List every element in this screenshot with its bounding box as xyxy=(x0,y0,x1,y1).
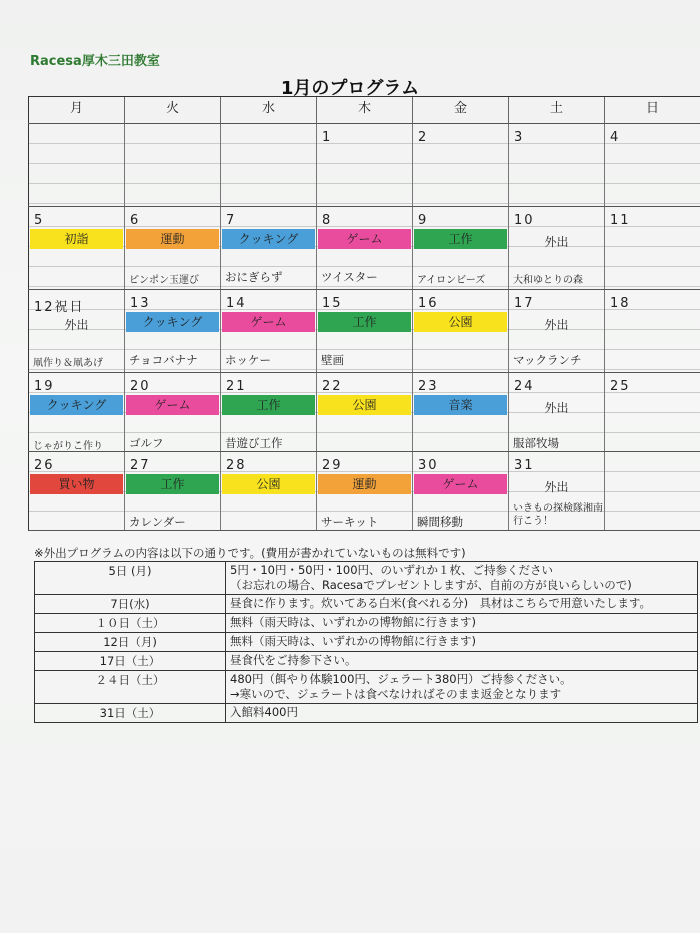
day-number: 28 xyxy=(226,458,247,473)
day-number: 21 xyxy=(226,379,247,394)
day-cell xyxy=(316,452,412,530)
day-number: 5 xyxy=(34,213,45,228)
outing-details xyxy=(226,595,698,614)
program-tag: ゲーム xyxy=(414,474,507,494)
program-tag: ゲーム xyxy=(222,312,315,332)
day-number: 25 xyxy=(610,379,631,394)
day-number: 13 xyxy=(130,296,151,311)
day-number: 7 xyxy=(226,213,237,228)
outing-details xyxy=(226,652,698,671)
outing-detail-line: →寒いので、ジェラートは食べなければそのまま返金となります xyxy=(230,687,562,701)
calendar-weeks xyxy=(28,124,700,531)
program-tag: 買い物 xyxy=(30,474,123,494)
calendar-week xyxy=(28,452,700,531)
day-cell xyxy=(508,124,604,206)
day-cell xyxy=(220,207,316,289)
activity-label: ツイスター xyxy=(321,270,378,284)
outing-details xyxy=(226,704,698,723)
day-cell xyxy=(124,207,220,289)
day-number: 31 xyxy=(514,458,535,473)
outing-note: ※外出プログラムの内容は以下の通りです。(費用が書かれていないものは無料です) xyxy=(34,546,466,560)
outing-label: 外出 xyxy=(544,480,569,494)
outing-row xyxy=(35,614,698,633)
program-tag: クッキング xyxy=(126,312,219,332)
outing-detail-line: 昼食代をご持参下さい。 xyxy=(230,653,357,667)
day-cell xyxy=(412,452,508,530)
outing-label: 外出 xyxy=(64,318,89,332)
day-cell xyxy=(28,290,124,372)
day-cell xyxy=(220,373,316,451)
activity-label: 昔遊び工作 xyxy=(225,436,283,450)
day-cell xyxy=(124,452,220,530)
activity-label: チョコバナナ xyxy=(129,353,198,367)
weekday-wed: 水 xyxy=(220,97,316,123)
outing-row xyxy=(35,595,698,614)
outing-detail-line: 無料（雨天時は、いずれかの博物館に行きます) xyxy=(230,615,476,629)
day-number: 1 xyxy=(322,130,333,145)
activity-label: ホッケー xyxy=(225,353,271,367)
activity-label: マックランチ xyxy=(513,353,582,367)
outing-date: 5日 (月) xyxy=(35,562,226,595)
day-cell xyxy=(412,373,508,451)
day-cell xyxy=(124,124,220,206)
activity-label: 凧作り＆凧あげ xyxy=(33,358,103,369)
day-cell xyxy=(508,207,604,289)
day-number: 15 xyxy=(322,296,343,311)
day-cell xyxy=(28,207,124,289)
day-number: 8 xyxy=(322,213,333,228)
day-number: 16 xyxy=(418,296,439,311)
day-cell xyxy=(316,207,412,289)
outing-table xyxy=(34,561,698,723)
program-tag: 運動 xyxy=(318,474,411,494)
program-tag: 公園 xyxy=(222,474,315,494)
day-number: 11 xyxy=(610,213,631,228)
outing-label: 外出 xyxy=(544,401,569,415)
day-number: 20 xyxy=(130,379,151,394)
day-number: 3 xyxy=(514,130,525,145)
activity-label: 大和ゆとりの森 xyxy=(513,275,583,286)
weekday-thu: 木 xyxy=(316,97,412,123)
outing-date: 17日（土） xyxy=(35,652,226,671)
outing-label: 外出 xyxy=(544,318,569,332)
school-name: Racesa厚木三田教室 xyxy=(30,54,160,69)
day-cell xyxy=(28,373,124,451)
program-tag: 工作 xyxy=(414,229,507,249)
outing-detail-line: 5円・10円・50円・100円、のいずれか１枚、ご持参ください xyxy=(230,563,554,577)
weekday-sat: 土 xyxy=(508,97,604,123)
program-tag: 工作 xyxy=(222,395,315,415)
activity-label: ピンポン玉運び xyxy=(129,275,199,286)
program-tag: クッキング xyxy=(222,229,315,249)
day-number: 17 xyxy=(514,296,535,311)
day-number: 22 xyxy=(322,379,343,394)
outing-detail-line: 480円（餌やり体験100円、ジェラート380円）ご持参ください。 xyxy=(230,672,572,686)
outing-detail-line: 入館料400円 xyxy=(230,705,298,719)
day-number: 24 xyxy=(514,379,535,394)
activity-label: いきもの探検隊湘南行こう！ xyxy=(513,503,603,527)
outing-row xyxy=(35,671,698,704)
activity-label: じゃがりこ作り xyxy=(33,441,103,452)
day-cell xyxy=(412,290,508,372)
day-cell xyxy=(412,207,508,289)
weekday-mon: 月 xyxy=(28,97,124,123)
day-cell xyxy=(220,124,316,206)
day-number: 2 xyxy=(418,130,429,145)
program-tag: 公園 xyxy=(318,395,411,415)
program-tag: 音楽 xyxy=(414,395,507,415)
day-cell xyxy=(316,373,412,451)
outing-details xyxy=(226,614,698,633)
weekday-tue: 火 xyxy=(124,97,220,123)
day-cell xyxy=(28,452,124,530)
outing-details xyxy=(226,633,698,652)
program-tag: ゲーム xyxy=(318,229,411,249)
program-tag: 初詣 xyxy=(30,229,123,249)
day-number: 26 xyxy=(34,458,55,473)
outing-date: ２４日（土） xyxy=(35,671,226,704)
day-number: 23 xyxy=(418,379,439,394)
activity-label: おにぎらず xyxy=(225,270,283,284)
outing-detail-line: 昼食に作ります。炊いてある白米(食べれる分) 具材はこちらで用意いたします。 xyxy=(230,596,652,610)
outing-row xyxy=(35,652,698,671)
outing-label: 外出 xyxy=(544,235,569,249)
outing-date: １０日（土） xyxy=(35,614,226,633)
day-number: 12祝日 xyxy=(34,300,85,315)
calendar-week xyxy=(28,124,700,207)
outing-details xyxy=(226,562,698,595)
activity-label: カレンダー xyxy=(129,515,186,529)
day-cell xyxy=(124,373,220,451)
weekday-header xyxy=(28,96,700,124)
activity-label: 瞬間移動 xyxy=(417,515,463,529)
outing-row xyxy=(35,562,698,595)
program-tag: クッキング xyxy=(30,395,123,415)
outing-detail-line: （お忘れの場合、Racesaでプレゼントしますが、自前の方が良いらしいので) xyxy=(230,578,632,592)
outing-date: 31日（土） xyxy=(35,704,226,723)
activity-label: 服部牧場 xyxy=(513,436,559,450)
day-cell xyxy=(316,124,412,206)
outing-date: 7日(水) xyxy=(35,595,226,614)
day-number: 29 xyxy=(322,458,343,473)
day-cell xyxy=(604,290,700,372)
day-cell xyxy=(28,124,124,206)
activity-label: ゴルフ xyxy=(129,436,164,450)
outing-date: 12日（月) xyxy=(35,633,226,652)
program-tag: 工作 xyxy=(126,474,219,494)
page-title: 1月のプログラム xyxy=(280,78,420,99)
day-number: 18 xyxy=(610,296,631,311)
day-cell xyxy=(604,207,700,289)
day-cell xyxy=(124,290,220,372)
program-tag: 運動 xyxy=(126,229,219,249)
calendar xyxy=(28,96,700,531)
calendar-week xyxy=(28,373,700,452)
day-cell xyxy=(316,290,412,372)
calendar-week xyxy=(28,290,700,373)
day-cell xyxy=(508,373,604,451)
day-cell xyxy=(508,452,604,530)
outing-row xyxy=(35,704,698,723)
activity-label: 壁画 xyxy=(321,353,344,367)
day-number: 6 xyxy=(130,213,141,228)
day-number: 19 xyxy=(34,379,55,394)
day-number: 9 xyxy=(418,213,429,228)
weekday-sun: 日 xyxy=(604,97,700,123)
day-cell xyxy=(220,452,316,530)
day-cell xyxy=(604,452,700,530)
day-cell xyxy=(220,290,316,372)
day-cell xyxy=(508,290,604,372)
day-number: 4 xyxy=(610,130,621,145)
weekday-fri: 金 xyxy=(412,97,508,123)
day-number: 30 xyxy=(418,458,439,473)
outing-detail-line: 無料（雨天時は、いずれかの博物館に行きます) xyxy=(230,634,476,648)
day-cell xyxy=(604,124,700,206)
activity-label: サーキット xyxy=(321,515,379,529)
program-tag: 工作 xyxy=(318,312,411,332)
outing-details xyxy=(226,671,698,704)
calendar-week xyxy=(28,207,700,290)
program-tag: 公園 xyxy=(414,312,507,332)
day-cell xyxy=(604,373,700,451)
outing-row xyxy=(35,633,698,652)
day-number: 27 xyxy=(130,458,151,473)
day-number: 10 xyxy=(514,213,535,228)
activity-label: アイロンビーズ xyxy=(417,275,486,286)
program-tag: ゲーム xyxy=(126,395,219,415)
day-number: 14 xyxy=(226,296,247,311)
day-cell xyxy=(412,124,508,206)
